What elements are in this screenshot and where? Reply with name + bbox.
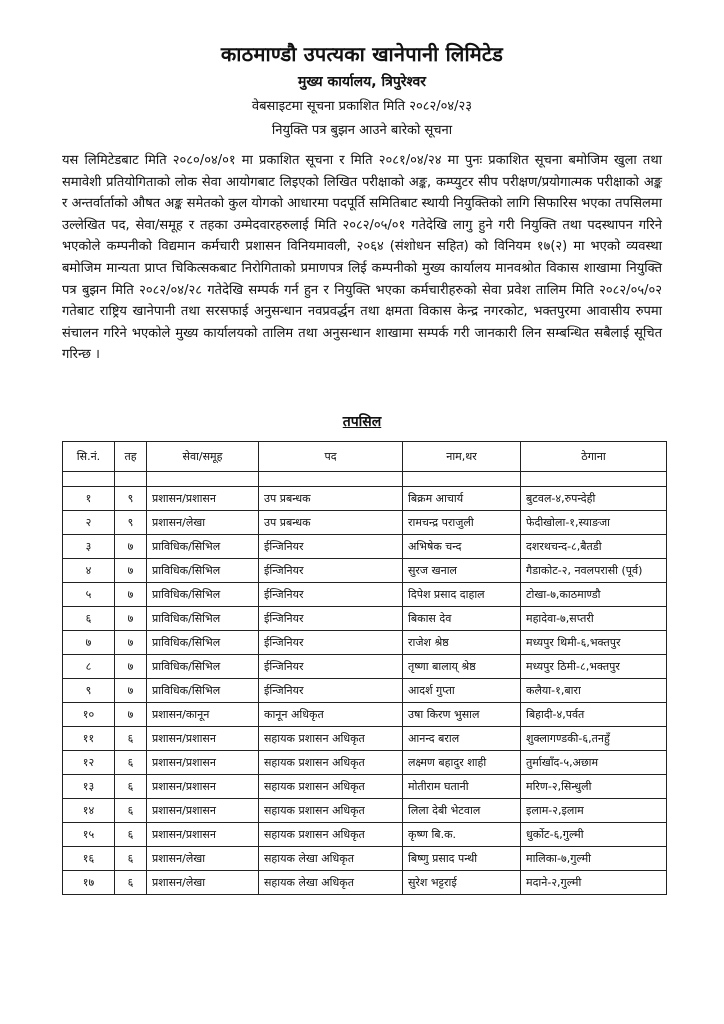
cell-level: ९	[115, 511, 147, 535]
cell-address: महादेवा-७,सप्तरी	[521, 607, 667, 631]
cell-name: मोतीराम घतानी	[403, 775, 521, 799]
cell-name: दिपेश प्रसाद दाहाल	[403, 583, 521, 607]
cell-post: उप प्रबन्धक	[259, 511, 403, 535]
cell-level: ७	[115, 607, 147, 631]
cell-address: दशरथचन्द-८,बैतडी	[521, 535, 667, 559]
cell-post: ईन्जिनियर	[259, 583, 403, 607]
cell-name: अभिषेक चन्द	[403, 535, 521, 559]
cell-address: मध्यपुर थिमी-६,भक्तपुर	[521, 631, 667, 655]
cell-name: लिला देबी भेटवाल	[403, 799, 521, 823]
table-row	[63, 799, 667, 823]
cell-sn: १७	[63, 871, 115, 895]
cell-name: तृष्णा बालाय् श्रेष्ठ	[403, 655, 521, 679]
cell-address: मालिका-७,गुल्मी	[521, 847, 667, 871]
cell-name: बिकास देव	[403, 607, 521, 631]
notice-body: यस लिमिटेडबाट मिति २०८०/०४/०१ मा प्रकाशित सूचना र मिति २०८१/०४/२४ मा पुनः प्रकाशित सूचना बमोजिम खुला तथा समावेशी प्रतियोगिताको लोक सेवा आयोगबाट लिइएको लिखित परीक्षाको अङ्क, कम्प्युटर सीप परीक्षण/प्रयोगात्मक परीक्षाको अङ्क र अन्तर्वार्ताको औषत अङ्क समेतको कुल योगको आधारमा पदपूर्ति समितिबाट स्थायी नियुक्तिको लागि सिफारिस भएका तपसिलमा उल्लेखित पद, सेवा/समूह र तहका उम्मेदवारहरुलाई मिति २०८२/०५/०१ गतेदेखि लागु हुने गरी नियुक्ति तथा पदस्थापन गरिने भएकोले कम्पनीको विद्यमान कर्मचारी प्रशासन विनियमावली, २०६४ (संशोधन सहित) को विनियम १७(२) मा भएको व्यवस्था बमोजिम मान्यता प्राप्त चिकित्सकबाट निरोगिताको प्रमाणपत्र लिई कम्पनीको मुख्य कार्यालय मानवश्रोत विकास शाखामा नियुक्ति पत्र बुझन मिति २०८२/०४/२८ गतेदेखि सम्पर्क गर्न हुन र नियुक्ति भएका कर्मचारीहरुको सेवा प्रवेश तालिम मिति २०८२/०५/०२ गतेबाट राष्ट्रिय खानेपानी तथा सरसफाई अनुसन्धान नवप्रवर्द्धन तथा क्षमता विकास केन्द्र नगरकोट, भक्तपुरमा आवासीय रुपमा संचालन गरिने भएकोले मुख्य कार्यालयको तालिम तथा अनुसन्धान शाखामा सम्पर्क गरी जानकारी लिन सम्बन्धित सबैलाई सूचित गरिन्छ ।	[62, 153, 662, 363]
office-name: मुख्य कार्यालय, त्रिपुरेश्वर	[298, 74, 426, 90]
cell-level: ७	[115, 703, 147, 727]
cell-service-group: प्रशासन/लेखा	[147, 511, 259, 535]
table-row	[63, 607, 667, 631]
cell-address: मध्यपुर ठिमी-८,भक्तपुर	[521, 655, 667, 679]
cell-service-group: प्राविधिक/सिभिल	[147, 583, 259, 607]
cell-level: ७	[115, 679, 147, 703]
table-row	[63, 871, 667, 895]
table-row	[63, 559, 667, 583]
notice-subject: नियुक्ति पत्र बुझन आउने बारेको सूचना	[271, 123, 453, 138]
cell-sn: ८	[63, 655, 115, 679]
table-header-row	[63, 442, 667, 472]
cell-name: बिष्णु प्रसाद पन्थी	[403, 847, 521, 871]
cell-address: गैडाकोट-२, नवलपरासी (पूर्व)	[521, 559, 667, 583]
cell-address: तुर्माखाँद-५,अछाम	[521, 751, 667, 775]
table-row	[63, 727, 667, 751]
header-post: पद	[259, 442, 403, 472]
cell-post: सहायक लेखा अधिकृत	[259, 871, 403, 895]
cell-post: सहायक प्रशासन अधिकृत	[259, 751, 403, 775]
cell-service-group: प्रशासन/प्रशासन	[147, 823, 259, 847]
cell-sn: ९	[63, 679, 115, 703]
cell-name: बिक्रम आचार्य	[403, 487, 521, 511]
table-row	[63, 631, 667, 655]
cell-service-group: प्रशासन/लेखा	[147, 847, 259, 871]
cell-level: ६	[115, 871, 147, 895]
header-address: ठेगाना	[521, 442, 667, 472]
header-name: नाम,थर	[403, 442, 521, 472]
table-row	[63, 511, 667, 535]
cell-address: मदाने-२,गुल्मी	[521, 871, 667, 895]
table-row	[63, 823, 667, 847]
cell-post: ईन्जिनियर	[259, 655, 403, 679]
cell-post: ईन्जिनियर	[259, 607, 403, 631]
table-row	[63, 751, 667, 775]
header-service-group: सेवा/समूह	[147, 442, 259, 472]
cell-level: ७	[115, 559, 147, 583]
cell-service-group: प्राविधिक/सिभिल	[147, 559, 259, 583]
cell-level: ७	[115, 535, 147, 559]
cell-name: कृष्ण बि.क.	[403, 823, 521, 847]
cell-sn: ७	[63, 631, 115, 655]
table-row	[63, 679, 667, 703]
cell-address: टोखा-७,काठमाण्डौ	[521, 583, 667, 607]
cell-service-group: प्रशासन/प्रशासन	[147, 799, 259, 823]
table-row	[63, 775, 667, 799]
cell-post: सहायक प्रशासन अधिकृत	[259, 823, 403, 847]
cell-post: ईन्जिनियर	[259, 631, 403, 655]
cell-sn: ११	[63, 727, 115, 751]
cell-address: इलाम-२,इलाम	[521, 799, 667, 823]
table-spacer-row	[63, 472, 667, 487]
cell-level: ६	[115, 823, 147, 847]
cell-sn: १३	[63, 775, 115, 799]
cell-address: मरिण-२,सिन्धुली	[521, 775, 667, 799]
cell-name: लक्ष्मण बहादुर शाही	[403, 751, 521, 775]
header-sn: सि.नं.	[63, 442, 115, 472]
cell-post: सहायक प्रशासन अधिकृत	[259, 727, 403, 751]
header-level: तह	[115, 442, 147, 472]
table-row	[63, 487, 667, 511]
org-name: काठमाण्डौ उपत्यका खानेपानी लिमिटेड	[220, 42, 504, 66]
cell-name: सुरज खनाल	[403, 559, 521, 583]
cell-name: उषा किरण भुसाल	[403, 703, 521, 727]
cell-sn: १०	[63, 703, 115, 727]
cell-post: ईन्जिनियर	[259, 559, 403, 583]
schedule-title: तपसिल	[342, 414, 382, 430]
cell-sn: ६	[63, 607, 115, 631]
table-row	[63, 655, 667, 679]
cell-service-group: प्रशासन/प्रशासन	[147, 751, 259, 775]
cell-level: ७	[115, 631, 147, 655]
cell-address: फेदीखोला-१,स्याङजा	[521, 511, 667, 535]
table-body	[63, 472, 667, 895]
appointee-table	[62, 441, 667, 895]
cell-post: उप प्रबन्धक	[259, 487, 403, 511]
cell-level: ७	[115, 583, 147, 607]
cell-level: ६	[115, 775, 147, 799]
cell-sn: १४	[63, 799, 115, 823]
cell-post: सहायक प्रशासन अधिकृत	[259, 775, 403, 799]
cell-service-group: प्राविधिक/सिभिल	[147, 679, 259, 703]
cell-level: ६	[115, 751, 147, 775]
table-row	[63, 535, 667, 559]
cell-name: राजेश श्रेष्ठ	[403, 631, 521, 655]
cell-address: शुक्लागण्डकी-६,तनहुँ	[521, 727, 667, 751]
publish-date: वेबसाइटमा सूचना प्रकाशित मिति २०८२/०४/२३	[251, 99, 473, 114]
cell-sn: १	[63, 487, 115, 511]
cell-service-group: प्राविधिक/सिभिल	[147, 535, 259, 559]
cell-name: आनन्द बराल	[403, 727, 521, 751]
cell-level: ६	[115, 799, 147, 823]
cell-service-group: प्राविधिक/सिभिल	[147, 631, 259, 655]
cell-sn: ४	[63, 559, 115, 583]
table-row	[63, 847, 667, 871]
cell-sn: १५	[63, 823, 115, 847]
cell-sn: ३	[63, 535, 115, 559]
table-row	[63, 583, 667, 607]
cell-service-group: प्रशासन/प्रशासन	[147, 775, 259, 799]
cell-name: आदर्श गुप्ता	[403, 679, 521, 703]
cell-sn: १६	[63, 847, 115, 871]
cell-service-group: प्रशासन/कानून	[147, 703, 259, 727]
cell-address: धुर्कोट-६,गुल्मी	[521, 823, 667, 847]
cell-sn: १२	[63, 751, 115, 775]
cell-level: ९	[115, 487, 147, 511]
table-row	[63, 703, 667, 727]
cell-service-group: प्राविधिक/सिभिल	[147, 607, 259, 631]
cell-post: ईन्जिनियर	[259, 535, 403, 559]
cell-service-group: प्रशासन/प्रशासन	[147, 487, 259, 511]
cell-post: सहायक लेखा अधिकृत	[259, 847, 403, 871]
cell-level: ७	[115, 655, 147, 679]
cell-name: सुरेश भट्टराई	[403, 871, 521, 895]
cell-sn: २	[63, 511, 115, 535]
cell-post: ईन्जिनियर	[259, 679, 403, 703]
cell-service-group: प्रशासन/लेखा	[147, 871, 259, 895]
cell-level: ६	[115, 847, 147, 871]
cell-level: ६	[115, 727, 147, 751]
cell-address: कलैया-१,बारा	[521, 679, 667, 703]
cell-service-group: प्राविधिक/सिभिल	[147, 655, 259, 679]
cell-post: कानून अधिकृत	[259, 703, 403, 727]
cell-address: बिहादी-४,पर्वत	[521, 703, 667, 727]
cell-post: सहायक प्रशासन अधिकृत	[259, 799, 403, 823]
cell-sn: ५	[63, 583, 115, 607]
cell-address: बुटवल-४,रुपन्देही	[521, 487, 667, 511]
cell-service-group: प्रशासन/प्रशासन	[147, 727, 259, 751]
cell-name: रामचन्द्र पराजुली	[403, 511, 521, 535]
